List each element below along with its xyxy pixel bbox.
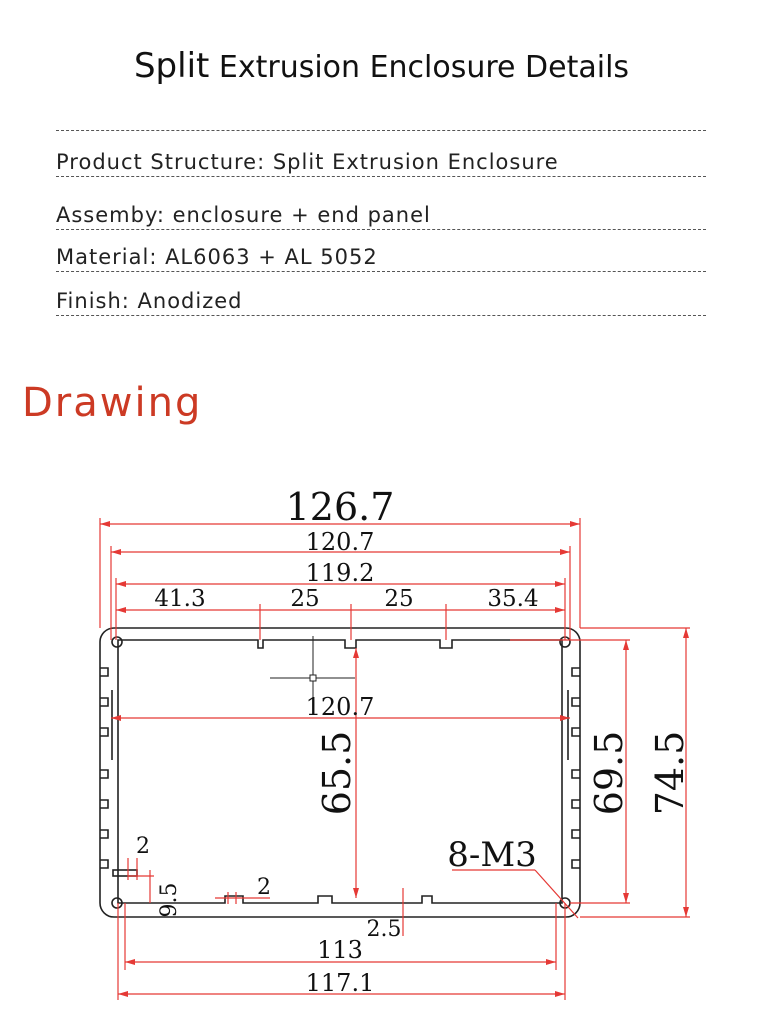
dim-segment-3: 25 (384, 586, 414, 612)
dim-thread-label: 8-M3 (447, 835, 537, 875)
spec-assembly: Assemby: enclosure + end panel (56, 203, 706, 230)
dim-height-mid: 69.5 (587, 730, 631, 816)
title-part-1: Split (133, 46, 210, 86)
left-wall-fins (100, 668, 108, 868)
title-part-2: Extrusion Enclosure Details (218, 50, 630, 85)
dim-inner-width-a: 120.7 (305, 528, 375, 556)
dim-slot-width-left: 2 (136, 834, 150, 859)
dim-rib-height: 2.5 (366, 917, 402, 942)
dim-segment-4: 35.4 (487, 586, 539, 612)
dim-bottom-width-a: 113 (317, 936, 363, 964)
spec-material: Material: AL6063 + AL 5052 (56, 245, 706, 272)
dim-segment-1: 41.3 (154, 586, 206, 612)
dim-inner-height: 65.5 (315, 730, 359, 816)
screw-boss-top-left (112, 637, 122, 647)
spec-product-structure: Product Structure: Split Extrusion Enclosure (56, 150, 706, 177)
right-wall-fins (572, 668, 580, 868)
section-title-drawing: Drawing (22, 380, 203, 426)
page-title (0, 46, 763, 86)
dim-slot-height-left: 9.5 (157, 882, 182, 918)
dim-segment-2: 25 (290, 586, 320, 612)
slot-tab-left (113, 870, 137, 876)
technical-drawing (0, 470, 763, 1024)
dim-overall-height: 74.5 (648, 730, 692, 816)
spec-top-divider (56, 130, 706, 131)
dim-inner-width-b: 119.2 (305, 559, 375, 587)
spec-finish: Finish: Anodized (56, 289, 706, 316)
dim-bottom-width-b: 117.1 (305, 969, 375, 997)
dim-mid-width: 120.7 (305, 693, 375, 721)
dim-slot-width-bottom: 2 (257, 875, 271, 900)
dim-overall-width: 126.7 (285, 485, 395, 529)
